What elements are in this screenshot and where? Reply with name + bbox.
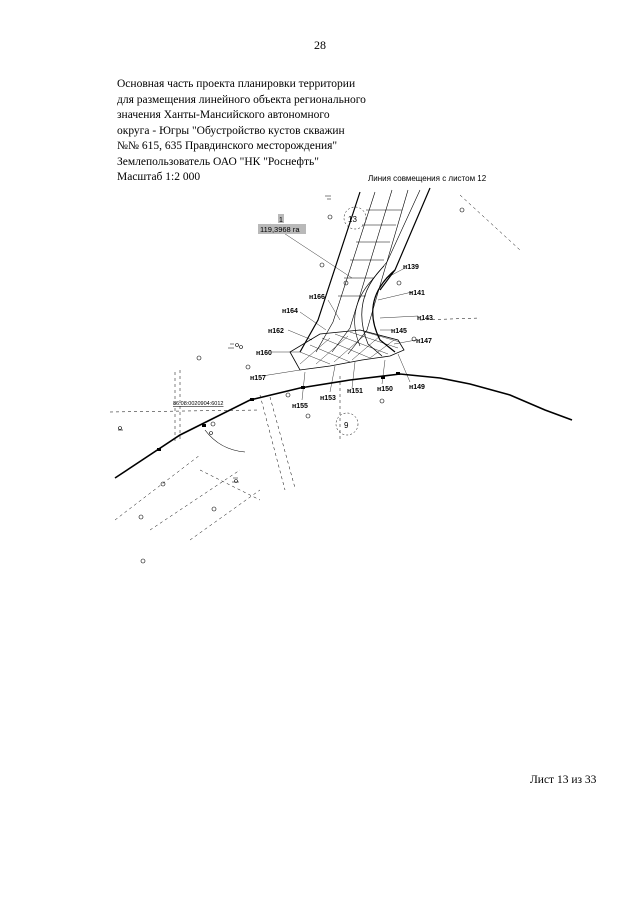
sheet-number: Лист 13 из 33 xyxy=(530,774,597,786)
scale-line: Масштаб 1:2 000 xyxy=(117,171,201,183)
circle-label-13: 13 xyxy=(348,215,357,224)
point-label: н155 xyxy=(292,403,308,410)
point-label: н151 xyxy=(347,388,363,395)
title-line: значения Ханты-Мансийского автономного xyxy=(117,109,330,121)
point-labels xyxy=(250,264,433,410)
road-corridor xyxy=(290,188,430,370)
match-line-label: Линия совмещения с листом 12 xyxy=(368,174,487,183)
area-label: 119,3968 га xyxy=(260,225,300,234)
point-label: н153 xyxy=(320,395,336,402)
area-number: 1 xyxy=(279,217,283,224)
circle-label-9: 9 xyxy=(344,421,349,430)
title-line: для размещения линейного объекта регионального xyxy=(117,93,366,106)
point-label: н149 xyxy=(409,384,425,391)
title-line: Землепользователь ОАО "НК "Роснефть" xyxy=(117,155,319,168)
point-label: н145 xyxy=(391,328,407,335)
title-line: Основная часть проекта планировки территории xyxy=(117,78,356,90)
point-label: н143 xyxy=(417,315,433,322)
point-label: н150 xyxy=(377,386,393,393)
title-line: №№ 615, 635 Правдинского месторождения" xyxy=(117,140,338,152)
point-label: н160 xyxy=(256,350,272,357)
title-line: округа - Югры "Обустройство кустов скважин xyxy=(117,124,345,137)
cadastral-label: 86:08:0020904:6012 xyxy=(173,401,224,407)
survey-lines xyxy=(110,195,520,540)
point-label: н139 xyxy=(403,264,419,271)
point-label: н166 xyxy=(309,294,325,301)
terrain-symbols xyxy=(118,196,464,563)
boundary-nodes xyxy=(157,372,400,451)
point-label: н147 xyxy=(416,338,432,345)
point-label: н164 xyxy=(282,308,298,315)
point-label: н141 xyxy=(409,290,425,297)
point-label: н162 xyxy=(268,328,284,335)
page-number: 28 xyxy=(314,38,326,52)
point-label: н157 xyxy=(250,375,266,382)
